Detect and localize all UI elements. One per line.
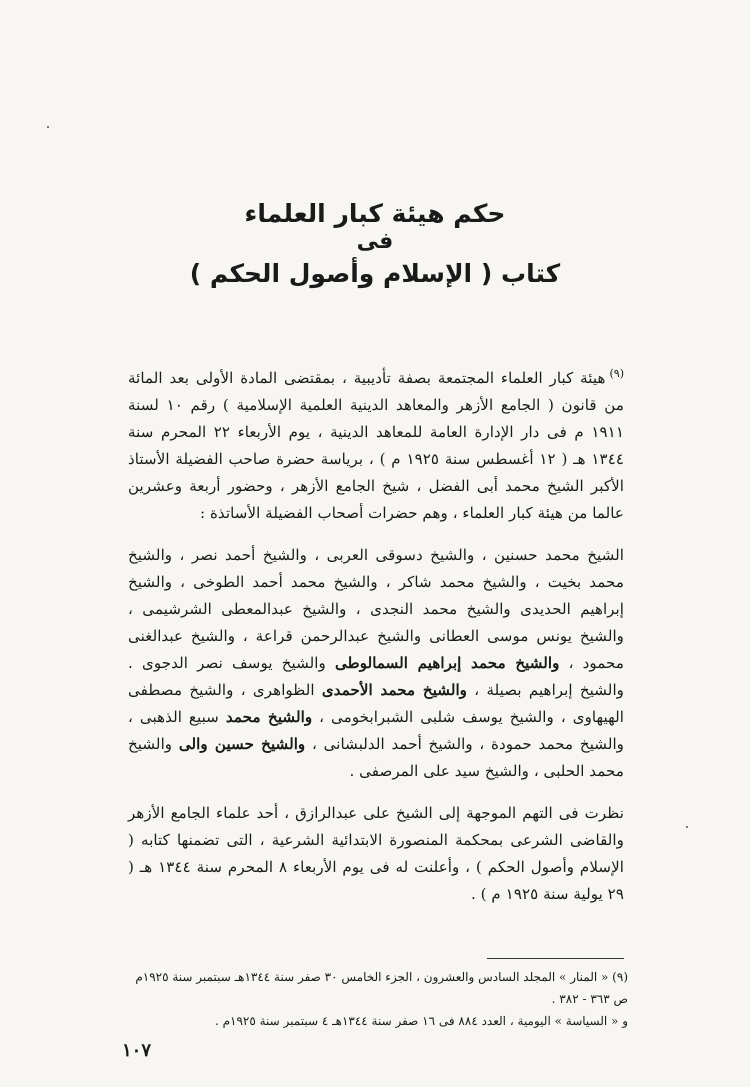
footnote-line-1: (٩) « المنار » المجلد السادس والعشرون ، الجزء الخامس ٣٠ صفر سنة ١٣٤٤هـ سبتمبر سنة ١٩٢٥م ص ٣٦٣ - ٣٨٢ .	[135, 970, 628, 1006]
names-bold-segment: والشيخ محمد	[225, 708, 313, 727]
page-number: ١٠٧	[122, 1040, 152, 1061]
scholars-list-paragraph	[128, 542, 624, 785]
names-bold-segment: والشيخ محمد الأحمدى	[321, 681, 468, 700]
footnote-divider	[487, 958, 624, 959]
footnote-line-2: و « السياسة » اليومية ، العدد ٨٨٤ فى ١٦ صفر سنة ١٣٤٤هـ ٤ سبتمبر سنة ١٩٢٥م .	[214, 1014, 628, 1028]
names-segment: والشيخ محمد الحلبى ، والشيخ سيد على المرصفى .	[128, 735, 624, 781]
names-segment: سبيع الذهبى ، والشيخ محمد حمودة ، والشيخ أحمد الدلبشانى ،	[128, 708, 625, 754]
footnotes	[128, 966, 628, 1032]
scan-speck	[47, 126, 49, 128]
title-line-3: كتاب ( الإسلام وأصول الحكم )	[189, 259, 561, 289]
names-bold-segment: والشيخ حسين والى	[178, 735, 306, 754]
title-line-2: فى	[356, 228, 394, 254]
title-line-1: حكم هيئة كبار العلماء	[244, 199, 506, 228]
names-segment: الشيخ محمد حسنين ، والشيخ دسوقى العربى ، والشيخ أحمد نصر ، والشيخ محمد بخيت ، والشيخ محمد شاكر ، والشيخ محمد أحمد الطوخى ، والشيخ إبراهيم الحديدى والشيخ محمد النجدى ، والشيخ عبدالمعطى الشرشيمى ، والشيخ يونس موسى العطانى والشيخ عبدالرحمن قراعة ، والشيخ عبدالغنى محمود ،	[128, 546, 624, 673]
intro-paragraph	[128, 360, 624, 527]
names-bold-segment: والشيخ محمد إبراهيم السمالوطى	[335, 654, 560, 673]
footnote-marker: (٩)	[609, 367, 624, 380]
chapter-title	[0, 200, 750, 289]
charges-paragraph: نظرت فى التهم الموجهة إلى الشيخ على عبدالرازق ، أحد علماء الجامع الأزهر والقاضى الشرعى بمحكمة المنصورة الابتدائية الشرعية ، التى تضمنها كتابه ( الإسلام وأصول الحكم ) ، وأعلنت له فى يوم الأربعاء ٨ المحرم سنة ١٣٤٤ هـ ( ٢٩ يولية سنة ١٩٢٥ م ) .	[128, 804, 624, 904]
names-segment: والشيخ يوسف نصر الدجوى . والشيخ إبراهيم بصيلة ،	[128, 654, 624, 700]
scan-speck	[686, 826, 688, 828]
body-text	[128, 360, 624, 908]
names-segment: الظواهرى ، والشيخ مصطفى الهيهاوى ، والشيخ يوسف شلبى الشبرابخومى ،	[128, 681, 624, 727]
intro-paragraph-text: هيئة كبار العلماء المجتمعة بصفة تأديبية ، بمقتضى المادة الأولى بعد المائة من قانون ( الجامع الأزهر والمعاهد الدينية العلمية الإسلامية ) رقم ١٠ لسنة ١٩١١ م فى دار الإدارة العامة للمعاهد الدينية ، يوم الأربعاء ٢٢ المحرم سنة ١٣٤٤ هـ ( ١٢ أغسطس سنة ١٩٢٥ م ) ، برياسة حضرة صاحب الفضيلة الأستاذ الأكبر الشيخ محمد أبى الفضل ، شيخ الجامع الأزهر ، وحضور أربعة وعشرين عالما من هيئة كبار العلماء ، وهم حضرات أصحاب الفضيلة الأساتذة :	[128, 369, 625, 523]
